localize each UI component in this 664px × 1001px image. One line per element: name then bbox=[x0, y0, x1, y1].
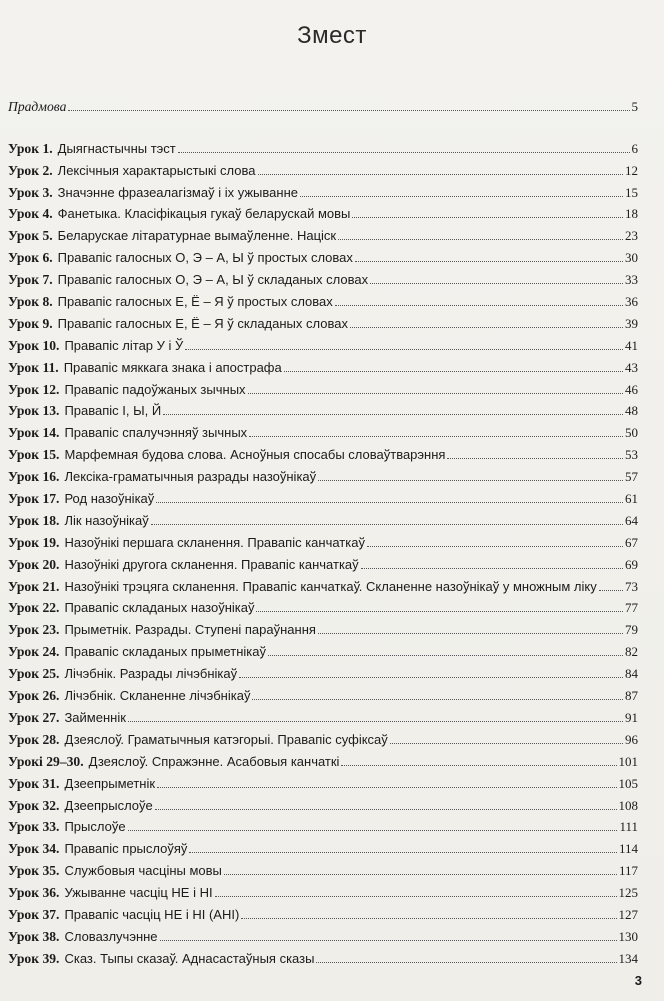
lesson-title: Беларускае літаратурнае вымаўленне. Націск bbox=[57, 228, 337, 244]
lesson-number: Урок 25. bbox=[8, 666, 60, 682]
lesson-list bbox=[8, 135, 638, 967]
toc-entry-label bbox=[8, 754, 339, 770]
toc-entry-label bbox=[8, 557, 359, 573]
lesson-title: Сказ. Тыпы сказаў. Аднасастаўныя сказы bbox=[64, 950, 315, 966]
lesson-title: Дзеепрыслоўе bbox=[64, 797, 153, 813]
lesson-title: Род назоўнікаў bbox=[64, 491, 155, 507]
toc-entry bbox=[8, 923, 638, 945]
toc-entry-label bbox=[8, 666, 237, 682]
toc-entry bbox=[8, 551, 638, 573]
toc-entry-label bbox=[8, 929, 158, 945]
lesson-number: Урок 23. bbox=[8, 622, 60, 638]
lesson-title: Правапіс падоўжаных зычных bbox=[64, 381, 246, 397]
lesson-number: Урок 15. bbox=[8, 447, 60, 463]
lesson-title: Назоўнікі першага скланення. Правапіс канчаткаў bbox=[64, 534, 365, 550]
leader-dots bbox=[284, 371, 623, 372]
lesson-number: Урок 16. bbox=[8, 469, 60, 485]
toc-entry bbox=[8, 770, 638, 792]
lesson-page: 73 bbox=[625, 578, 638, 594]
leader-dots bbox=[318, 480, 623, 481]
toc-entry-label bbox=[8, 841, 187, 857]
lesson-title: Службовыя часціны мовы bbox=[64, 863, 222, 879]
page-number: 3 bbox=[634, 973, 642, 988]
lesson-page: 87 bbox=[625, 688, 638, 704]
toc-entry-label bbox=[8, 776, 155, 792]
toc-entry-label bbox=[8, 863, 222, 879]
leader-dots bbox=[68, 110, 629, 111]
toc-entry bbox=[8, 814, 638, 836]
toc-entry bbox=[8, 704, 638, 726]
lesson-page: 69 bbox=[625, 556, 638, 572]
toc-entry-label bbox=[8, 644, 266, 660]
lesson-title: Лічэбнік. Скланенне лічэбнікаў bbox=[64, 688, 251, 704]
lesson-title: Правапіс складаных назоўнікаў bbox=[64, 600, 255, 616]
leader-dots bbox=[370, 283, 623, 284]
toc-entry bbox=[8, 835, 638, 857]
leader-dots bbox=[318, 633, 623, 634]
leader-dots bbox=[241, 918, 616, 919]
lesson-page: 111 bbox=[619, 819, 638, 835]
leader-dots bbox=[178, 152, 630, 153]
lesson-title: Дыягнастычны тэст bbox=[57, 140, 176, 156]
lesson-title: Словазлучэнне bbox=[64, 928, 158, 944]
toc-entry-label bbox=[8, 382, 246, 398]
toc-entry-label bbox=[8, 425, 247, 441]
lesson-page: 64 bbox=[625, 512, 638, 528]
lesson-number: Урок 24. bbox=[8, 644, 60, 660]
leader-dots bbox=[239, 677, 623, 678]
lesson-number: Урок 7. bbox=[8, 272, 53, 288]
toc-entry bbox=[8, 857, 638, 879]
lesson-number: Урок 26. bbox=[8, 688, 60, 704]
lesson-page: 46 bbox=[625, 381, 638, 397]
lesson-title: Лік назоўнікаў bbox=[64, 512, 149, 528]
toc-entry-label bbox=[8, 907, 239, 923]
lesson-title: Лічэбнік. Разрады лічэбнікаў bbox=[64, 666, 238, 682]
toc-entry bbox=[8, 441, 638, 463]
toc-entry-label bbox=[8, 491, 154, 507]
toc-entry-label bbox=[8, 185, 298, 201]
toc-entry bbox=[8, 682, 638, 704]
toc-entry bbox=[8, 201, 638, 223]
lesson-page: 41 bbox=[625, 337, 638, 353]
lesson-title: Ужыванне часціц НЕ і НІ bbox=[64, 885, 213, 901]
lesson-number: Урок 34. bbox=[8, 841, 60, 857]
leader-dots bbox=[341, 765, 616, 766]
lesson-number: Урок 32. bbox=[8, 797, 60, 813]
toc-entry-label bbox=[8, 338, 183, 354]
toc-entry-label bbox=[8, 732, 388, 748]
toc-entry-label bbox=[8, 688, 250, 704]
lesson-number: Урок 27. bbox=[8, 709, 60, 725]
toc-entry bbox=[8, 244, 638, 266]
leader-dots bbox=[258, 174, 623, 175]
toc-entry-label bbox=[8, 228, 336, 244]
lesson-number: Урок 9. bbox=[8, 315, 53, 331]
lesson-title: Прыслоўе bbox=[64, 819, 126, 835]
lesson-number: Урок 38. bbox=[8, 928, 60, 944]
toc-entry-label bbox=[8, 469, 316, 485]
lesson-title: Правапіс І, Ы, Й bbox=[64, 403, 162, 419]
leader-dots bbox=[390, 743, 623, 744]
lesson-number: Урок 20. bbox=[8, 556, 60, 572]
lesson-page: 39 bbox=[625, 315, 638, 331]
lesson-page: 6 bbox=[631, 140, 638, 156]
lesson-page: 117 bbox=[618, 863, 638, 879]
toc-entry bbox=[8, 485, 638, 507]
leader-dots bbox=[185, 349, 623, 350]
lesson-title: Дзеяслоў. Граматычныя катэгорыі. Правапіс суфіксаў bbox=[64, 731, 388, 747]
toc-entry bbox=[8, 529, 638, 551]
toc-entry bbox=[8, 310, 638, 332]
toc-entry bbox=[8, 288, 638, 310]
lesson-number: Урок 18. bbox=[8, 512, 60, 528]
lesson-title: Назоўнікі трэцяга скланення. Правапіс канчаткаў. Скланенне назоўнікаў у множным ліку bbox=[64, 578, 597, 594]
lesson-page: 91 bbox=[625, 709, 638, 725]
preface-label: Прадмова bbox=[8, 98, 67, 114]
leader-dots bbox=[189, 852, 617, 853]
lesson-page: 15 bbox=[625, 184, 638, 200]
leader-dots bbox=[350, 327, 623, 328]
toc-entry bbox=[8, 157, 638, 179]
toc-entry bbox=[8, 179, 638, 201]
leader-dots bbox=[215, 896, 617, 897]
leader-dots bbox=[128, 721, 623, 722]
lesson-number: Урок 17. bbox=[8, 491, 60, 507]
leader-dots bbox=[151, 524, 623, 525]
lesson-number: Урок 31. bbox=[8, 775, 60, 791]
toc-entry-label bbox=[8, 819, 126, 835]
lesson-number: Урок 19. bbox=[8, 534, 60, 550]
lesson-title: Правапіс спалучэнняў зычных bbox=[64, 425, 248, 441]
lesson-page: 77 bbox=[625, 600, 638, 616]
lesson-page: 127 bbox=[618, 906, 638, 922]
lesson-page: 36 bbox=[625, 294, 638, 310]
lesson-page: 43 bbox=[625, 359, 638, 375]
lesson-page: 82 bbox=[625, 644, 638, 660]
lesson-page: 101 bbox=[618, 753, 638, 769]
toc-entry-label bbox=[8, 316, 348, 332]
lesson-title: Значэнне фразеалагізмаў і іх ужыванне bbox=[57, 184, 298, 200]
leader-dots bbox=[248, 393, 623, 394]
toc-entry bbox=[8, 332, 638, 354]
toc-entry bbox=[8, 901, 638, 923]
lesson-title: Фанетыка. Класіфікацыя гукаў беларускай мовы bbox=[57, 206, 351, 222]
lesson-title: Прыметнік. Разрады. Ступені параўнання bbox=[64, 622, 316, 638]
toc-entry-label bbox=[8, 250, 353, 266]
lesson-title: Марфемная будова слова. Асноўныя спосабы словаўтварэння bbox=[64, 447, 446, 463]
leader-dots bbox=[128, 830, 618, 831]
lesson-page: 30 bbox=[625, 250, 638, 266]
lesson-number: Урок 1. bbox=[8, 140, 53, 156]
leader-dots bbox=[160, 940, 617, 941]
lesson-page: 50 bbox=[625, 425, 638, 441]
lesson-number: Урок 36. bbox=[8, 885, 60, 901]
leader-dots bbox=[256, 611, 623, 612]
leader-dots bbox=[367, 546, 623, 547]
leader-dots bbox=[252, 699, 623, 700]
leader-dots bbox=[335, 305, 623, 306]
toc-entry-label bbox=[8, 951, 314, 967]
lesson-number: Урок 28. bbox=[8, 731, 60, 747]
lesson-title: Правапіс галосных О, Э – А, Ы ў простых словах bbox=[57, 250, 353, 266]
toc-entry bbox=[8, 879, 638, 901]
toc-entry-label bbox=[8, 710, 126, 726]
toc-entry bbox=[8, 376, 638, 398]
toc-entry-label bbox=[8, 141, 176, 157]
lesson-page: 61 bbox=[625, 491, 638, 507]
lesson-number: Урок 2. bbox=[8, 162, 53, 178]
leader-dots bbox=[352, 217, 623, 218]
toc-entry-label bbox=[8, 360, 282, 376]
lesson-number: Урок 37. bbox=[8, 906, 60, 922]
leader-dots bbox=[316, 962, 616, 963]
lesson-number: Урок 3. bbox=[8, 184, 53, 200]
toc-entry bbox=[8, 748, 638, 770]
lesson-title: Займеннік bbox=[64, 709, 126, 725]
lesson-page: 12 bbox=[625, 162, 638, 178]
lesson-number: Урок 22. bbox=[8, 600, 60, 616]
leader-dots bbox=[163, 414, 623, 415]
toc-entry-label bbox=[8, 622, 316, 638]
leader-dots bbox=[361, 568, 623, 569]
leader-dots bbox=[268, 655, 623, 656]
toc-entry bbox=[8, 945, 638, 967]
toc-entry-label bbox=[8, 535, 365, 551]
lesson-title: Назоўнікі другога скланення. Правапіс канчаткаў bbox=[64, 556, 359, 572]
page-title: Змест bbox=[297, 22, 367, 49]
toc-entry-label bbox=[8, 403, 161, 419]
lesson-page: 96 bbox=[625, 731, 638, 747]
lesson-title: Дзеепрыметнік bbox=[64, 775, 156, 791]
toc-entry bbox=[8, 507, 638, 529]
lesson-page: 130 bbox=[618, 928, 638, 944]
lesson-page: 108 bbox=[618, 797, 638, 813]
lesson-title: Правапіс галосных Е, Ё – Я ў складаных словах bbox=[57, 315, 348, 331]
lesson-page: 79 bbox=[625, 622, 638, 638]
lesson-page: 57 bbox=[625, 469, 638, 485]
lesson-number: Урок 39. bbox=[8, 950, 60, 966]
toc-entry bbox=[8, 135, 638, 157]
lesson-page: 53 bbox=[625, 447, 638, 463]
toc-entry bbox=[8, 463, 638, 485]
lesson-number: Урокі 29–30. bbox=[8, 753, 84, 769]
leader-dots bbox=[224, 874, 617, 875]
lesson-page: 23 bbox=[625, 228, 638, 244]
lesson-page: 18 bbox=[625, 206, 638, 222]
lesson-number: Урок 13. bbox=[8, 403, 60, 419]
lesson-title: Дзеяслоў. Спражэнне. Асабовыя канчаткі bbox=[88, 753, 340, 769]
toc-entry-label bbox=[8, 272, 368, 288]
leader-dots bbox=[300, 196, 623, 197]
toc-entry-label bbox=[8, 447, 445, 463]
toc-entry-label bbox=[8, 294, 333, 310]
toc-entry bbox=[8, 616, 638, 638]
toc-entry-label bbox=[8, 600, 254, 616]
leader-dots bbox=[157, 787, 616, 788]
lesson-number: Урок 21. bbox=[8, 578, 60, 594]
leader-dots bbox=[447, 458, 623, 459]
lesson-title: Лексіка-граматычныя разрады назоўнікаў bbox=[64, 469, 317, 485]
leader-dots bbox=[249, 436, 623, 437]
lesson-number: Урок 12. bbox=[8, 381, 60, 397]
toc-entry bbox=[8, 398, 638, 420]
toc-entry-label bbox=[8, 798, 153, 814]
lesson-number: Урок 8. bbox=[8, 294, 53, 310]
toc-entry-label bbox=[8, 513, 149, 529]
toc-entry bbox=[8, 266, 638, 288]
toc-entry bbox=[8, 354, 638, 376]
toc-entry bbox=[8, 660, 638, 682]
lesson-title: Лексічныя характарыстыкі слова bbox=[57, 162, 256, 178]
leader-dots bbox=[355, 261, 623, 262]
lesson-page: 125 bbox=[618, 885, 638, 901]
lesson-number: Урок 33. bbox=[8, 819, 60, 835]
lesson-number: Урок 14. bbox=[8, 425, 60, 441]
lesson-page: 48 bbox=[625, 403, 638, 419]
leader-dots bbox=[599, 590, 623, 591]
leader-dots bbox=[338, 239, 623, 240]
lesson-page: 134 bbox=[618, 950, 638, 966]
lesson-number: Урок 35. bbox=[8, 863, 60, 879]
table-of-contents bbox=[8, 93, 638, 967]
lesson-title: Правапіс галосных Е, Ё – Я ў простых словах bbox=[57, 294, 333, 310]
lesson-title: Правапіс часціц НЕ і НІ (АНІ) bbox=[64, 906, 240, 922]
preface-page: 5 bbox=[631, 98, 638, 114]
lesson-page: 84 bbox=[625, 666, 638, 682]
toc-entry bbox=[8, 222, 638, 244]
toc-entry bbox=[8, 638, 638, 660]
leader-dots bbox=[156, 502, 623, 503]
toc-entry-label bbox=[8, 163, 256, 179]
lesson-number: Урок 4. bbox=[8, 206, 53, 222]
lesson-page: 105 bbox=[618, 775, 638, 791]
lesson-title: Правапіс літар У і Ў bbox=[64, 337, 184, 353]
lesson-page: 33 bbox=[625, 272, 638, 288]
toc-entry-label bbox=[8, 206, 350, 222]
toc-entry bbox=[8, 792, 638, 814]
lesson-title: Правапіс прыслоўяў bbox=[64, 841, 188, 857]
leader-dots bbox=[155, 809, 617, 810]
lesson-number: Урок 11. bbox=[8, 359, 59, 375]
toc-entry bbox=[8, 573, 638, 595]
toc-entry bbox=[8, 595, 638, 617]
lesson-title: Правапіс мяккага знака і апострафа bbox=[63, 359, 282, 375]
lesson-number: Урок 10. bbox=[8, 337, 60, 353]
toc-entry-label bbox=[8, 885, 213, 901]
lesson-page: 114 bbox=[618, 841, 638, 857]
toc-entry-label bbox=[8, 579, 597, 595]
toc-preface bbox=[8, 93, 638, 115]
toc-entry bbox=[8, 726, 638, 748]
lesson-page: 67 bbox=[625, 534, 638, 550]
lesson-title: Правапіс складаных прыметнікаў bbox=[64, 644, 266, 660]
lesson-number: Урок 6. bbox=[8, 250, 53, 266]
lesson-title: Правапіс галосных О, Э – А, Ы ў складаных словах bbox=[57, 272, 369, 288]
lesson-number: Урок 5. bbox=[8, 228, 53, 244]
toc-entry bbox=[8, 419, 638, 441]
